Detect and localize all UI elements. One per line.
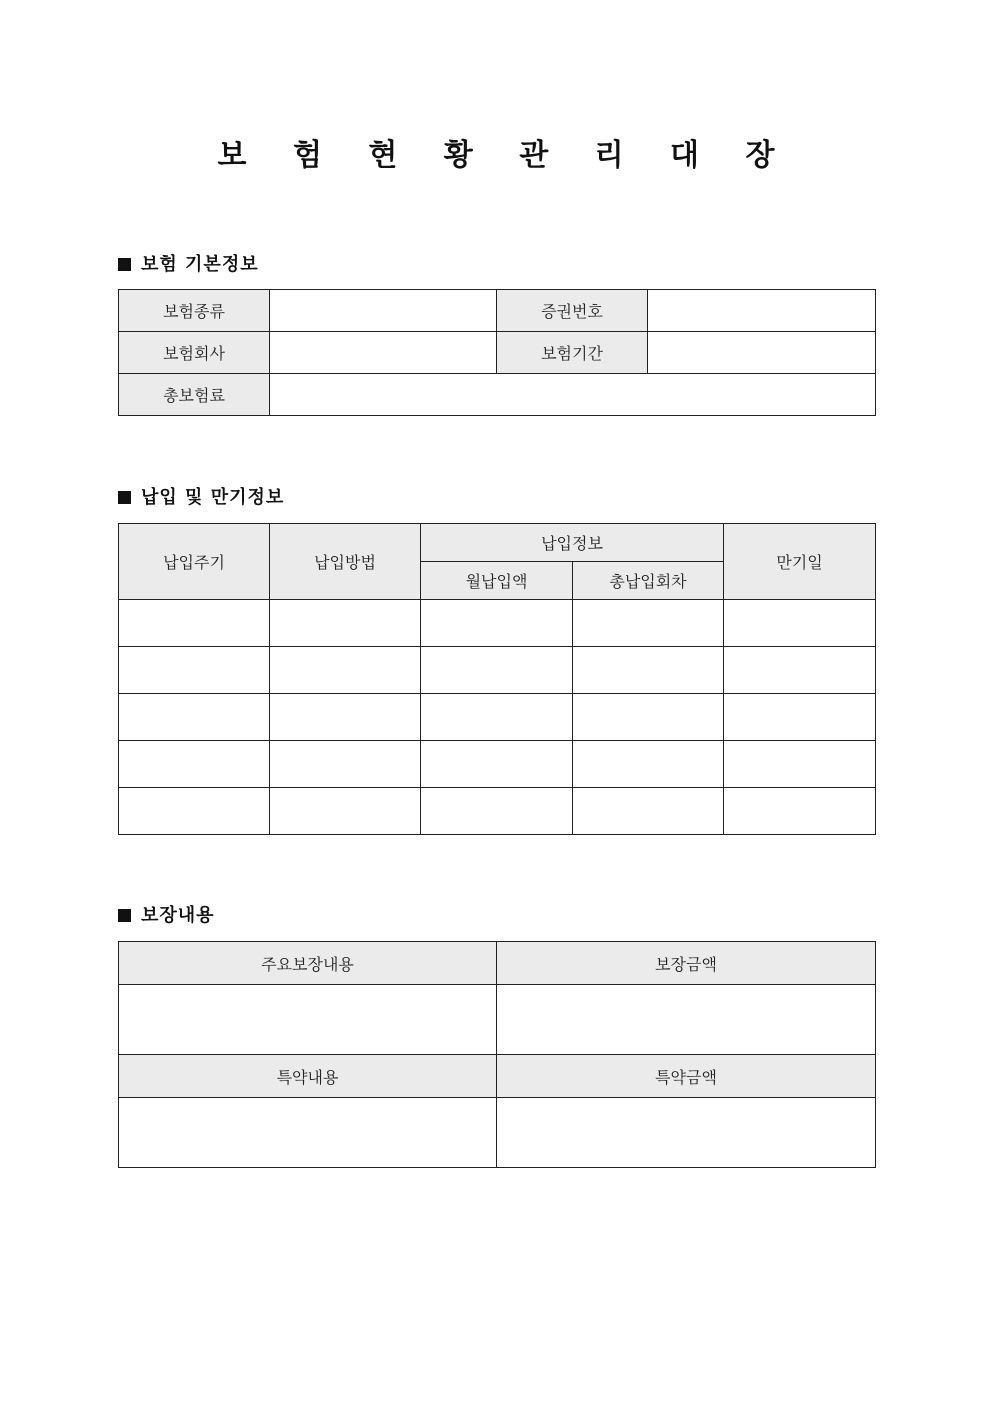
table-header-row: [119, 942, 876, 985]
table-row: [119, 647, 876, 694]
table-header-row: [119, 524, 876, 562]
maturity-date-cell[interactable]: [724, 788, 876, 835]
payment-method-cell[interactable]: [270, 600, 421, 647]
payment-method-cell[interactable]: [270, 741, 421, 788]
payment-method-header: 납입방법: [270, 524, 421, 600]
maturity-date-cell[interactable]: [724, 600, 876, 647]
bullet-square-icon: [118, 258, 131, 271]
table-row: [119, 741, 876, 788]
maturity-date-header: 만기일: [724, 524, 876, 600]
payment-cycle-cell[interactable]: [119, 694, 270, 741]
main-coverage-header: 주요보장내용: [119, 942, 497, 985]
insurance-company-field[interactable]: [270, 332, 497, 374]
page-title: 보 험 현 황 관 리 대 장: [217, 138, 793, 173]
section-heading-text: 보장내용: [141, 905, 215, 926]
monthly-amount-cell[interactable]: [421, 788, 573, 835]
table-row: [119, 694, 876, 741]
section-heading-coverage: [118, 904, 215, 928]
rider-amount-field[interactable]: [497, 1098, 876, 1168]
payment-method-cell[interactable]: [270, 788, 421, 835]
total-installments-cell[interactable]: [573, 788, 724, 835]
table-row: [119, 290, 876, 332]
rider-content-field[interactable]: [119, 1098, 497, 1168]
rider-content-header: 특약내용: [119, 1055, 497, 1098]
total-installments-header: 총납입회차: [573, 562, 724, 600]
table-row: [119, 600, 876, 647]
payment-info-table: [118, 523, 876, 835]
table-row: [119, 1098, 876, 1168]
insurance-type-label: 보험종류: [119, 290, 270, 332]
insurance-period-field[interactable]: [648, 332, 876, 374]
total-installments-cell[interactable]: [573, 694, 724, 741]
maturity-date-cell[interactable]: [724, 741, 876, 788]
total-premium-label: 총보험료: [119, 374, 270, 416]
monthly-amount-cell[interactable]: [421, 600, 573, 647]
main-coverage-field[interactable]: [119, 985, 497, 1055]
table-row: [119, 985, 876, 1055]
bullet-square-icon: [118, 909, 131, 922]
monthly-amount-cell[interactable]: [421, 694, 573, 741]
monthly-amount-cell[interactable]: [421, 741, 573, 788]
bullet-square-icon: [118, 491, 131, 504]
rider-amount-header: 특약금액: [497, 1055, 876, 1098]
total-installments-cell[interactable]: [573, 647, 724, 694]
coverage-amount-field[interactable]: [497, 985, 876, 1055]
payment-info-group-header: 납입정보: [421, 524, 724, 562]
coverage-table: [118, 941, 876, 1168]
insurance-company-label: 보험회사: [119, 332, 270, 374]
payment-method-cell[interactable]: [270, 647, 421, 694]
total-premium-field[interactable]: [270, 374, 876, 416]
total-installments-cell[interactable]: [573, 741, 724, 788]
payment-cycle-header: 납입주기: [119, 524, 270, 600]
payment-method-cell[interactable]: [270, 694, 421, 741]
table-row: [119, 788, 876, 835]
total-installments-cell[interactable]: [573, 600, 724, 647]
insurance-period-label: 보험기간: [497, 332, 648, 374]
section-heading-basic-info: [118, 253, 259, 277]
policy-number-field[interactable]: [648, 290, 876, 332]
maturity-date-cell[interactable]: [724, 647, 876, 694]
table-row: [119, 332, 876, 374]
maturity-date-cell[interactable]: [724, 694, 876, 741]
basic-info-table: [118, 289, 876, 416]
insurance-type-field[interactable]: [270, 290, 497, 332]
payment-cycle-cell[interactable]: [119, 647, 270, 694]
section-heading-text: 보험 기본정보: [141, 254, 259, 275]
monthly-amount-cell[interactable]: [421, 647, 573, 694]
policy-number-label: 증권번호: [497, 290, 648, 332]
payment-cycle-cell[interactable]: [119, 600, 270, 647]
coverage-amount-header: 보장금액: [497, 942, 876, 985]
payment-cycle-cell[interactable]: [119, 741, 270, 788]
table-header-row: [119, 1055, 876, 1098]
section-heading-text: 납입 및 만기정보: [141, 487, 285, 508]
monthly-amount-header: 월납입액: [421, 562, 573, 600]
table-row: [119, 374, 876, 416]
payment-cycle-cell[interactable]: [119, 788, 270, 835]
section-heading-payment-info: [118, 486, 284, 510]
